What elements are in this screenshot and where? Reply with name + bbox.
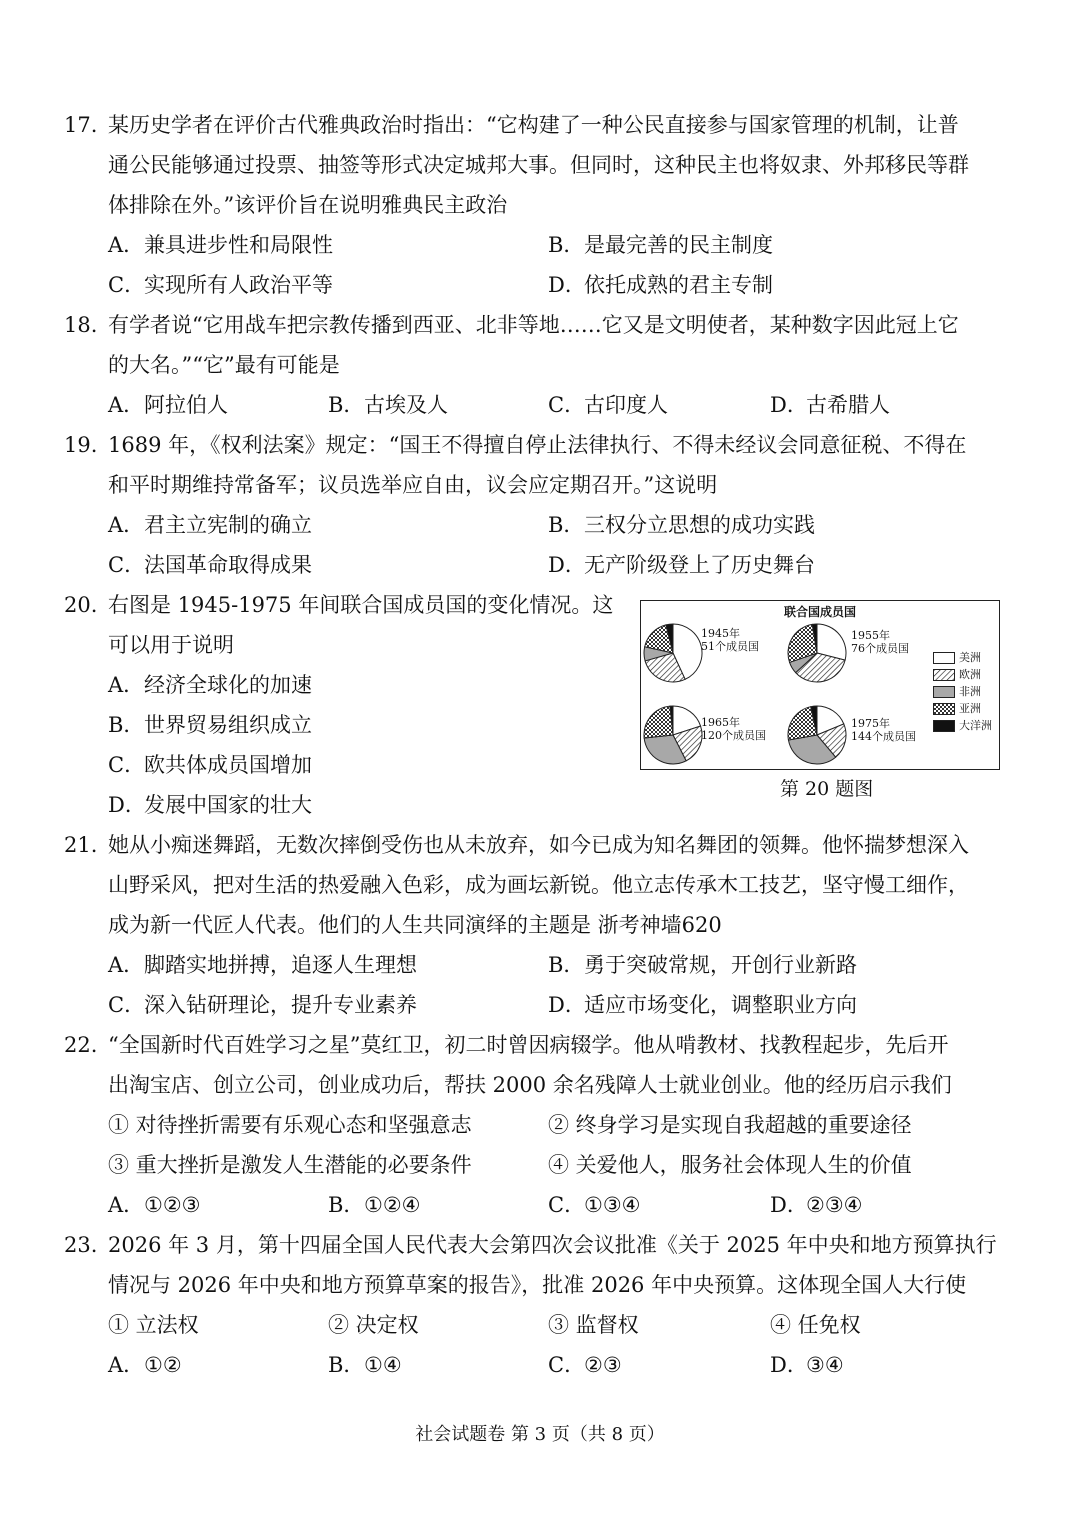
option-17-b: B．是最完善的民主制度 bbox=[548, 233, 773, 257]
question-21-text: 成为新一代匠人代表。他们的人生共同演绎的主题是 浙考神墙620 bbox=[108, 913, 722, 937]
option-20-b: B．世界贸易组织成立 bbox=[108, 713, 312, 737]
option-20-d: D．发展中国家的壮大 bbox=[108, 793, 312, 817]
legend-item-africa: 非洲 bbox=[933, 685, 992, 702]
option-21-c: C．深入钻研理论，提升专业素养 bbox=[108, 993, 417, 1017]
option-22-b: B．①②④ bbox=[328, 1193, 421, 1217]
legend-swatch-oceania bbox=[934, 721, 954, 731]
question-17-number: 17. bbox=[64, 113, 98, 137]
option-22-c: C．①③④ bbox=[548, 1193, 641, 1217]
statement-23-1: ① 立法权 bbox=[108, 1313, 199, 1337]
question-23-number: 23. bbox=[64, 1233, 98, 1257]
question-20-number: 20. bbox=[64, 593, 98, 617]
question-20-text: 右图是 1945-1975 年间联合国成员国的变化情况。这 bbox=[108, 593, 614, 617]
question-23-text: 2026 年 3 月，第十四届全国人民代表大会第四次会议批准《关于 2025 年中央和地方预算执行 bbox=[108, 1233, 997, 1257]
statement-22-1: ① 对待挫折需要有乐观心态和坚强意志 bbox=[108, 1113, 472, 1137]
question-20-text: 可以用于说明 bbox=[108, 633, 234, 657]
option-17-a: A．兼具进步性和局限性 bbox=[108, 233, 333, 257]
pie-chart-1945 bbox=[643, 621, 703, 685]
pie-slice-asia bbox=[644, 706, 673, 738]
option-20-a: A．经济全球化的加速 bbox=[108, 673, 312, 697]
legend-swatch-americas bbox=[934, 653, 954, 663]
pie-chart-1955 bbox=[787, 621, 847, 685]
legend-item-americas: 美洲 bbox=[933, 651, 992, 668]
option-20-c: C．欧共体成员国增加 bbox=[108, 753, 312, 777]
legend-item-oceania: 大洋洲 bbox=[933, 719, 992, 736]
pie-label-1975: 1975年 144个成员国 bbox=[851, 717, 916, 743]
statement-22-3: ③ 重大挫折是激发人生潜能的必要条件 bbox=[108, 1153, 472, 1177]
legend-item-europe: 欧洲 bbox=[933, 668, 992, 685]
option-18-a: A．阿拉伯人 bbox=[108, 393, 228, 417]
pie-chart-1975 bbox=[787, 703, 847, 767]
legend-item-asia: 亚洲 bbox=[933, 702, 992, 719]
option-19-c: C．法国革命取得成果 bbox=[108, 553, 312, 577]
option-21-a: A．脚踏实地拼搏，追逐人生理想 bbox=[108, 953, 417, 977]
question-22-number: 22. bbox=[64, 1033, 98, 1057]
chart-legend bbox=[933, 651, 992, 736]
question-19-number: 19. bbox=[64, 433, 98, 457]
question-18-text: 的大名。”“它”最有可能是 bbox=[108, 353, 340, 377]
question-18-number: 18. bbox=[64, 313, 98, 337]
option-21-b: B．勇于突破常规，开创行业新路 bbox=[548, 953, 857, 977]
question-22-text: 出淘宝店、创立公司，创业成功后，帮扶 2000 余名残障人士就业创业。他的经历启示我们 bbox=[108, 1073, 952, 1097]
option-18-d: D．古希腊人 bbox=[770, 393, 890, 417]
figure-caption: 第 20 题图 bbox=[780, 778, 874, 800]
option-17-c: C．实现所有人政治平等 bbox=[108, 273, 333, 297]
question-18-text: 有学者说“它用战车把宗教传播到西亚、北非等地……它又是文明使者，某种数字因此冠上它 bbox=[108, 313, 959, 337]
question-21-number: 21. bbox=[64, 833, 98, 857]
option-23-d: D．③④ bbox=[770, 1353, 844, 1377]
question-22-text: “全国新时代百姓学习之星”莫红卫，初二时曾因病辍学。他从啃教材、找教程起步，先后开 bbox=[108, 1033, 949, 1057]
statement-23-4: ④ 任免权 bbox=[770, 1313, 861, 1337]
pie-label-1945: 1945年 51个成员国 bbox=[701, 627, 759, 653]
question-19-text: 和平时期维持常备军；议员选举应自由，议会应定期召开。”这说明 bbox=[108, 473, 718, 497]
question-17-text: 通公民能够通过投票、抽签等形式决定城邦大事。但同时，这种民主也将奴隶、外邦移民等群 bbox=[108, 153, 969, 177]
un-membership-figure bbox=[640, 600, 1000, 770]
statement-22-2: ② 终身学习是实现自我超越的重要途径 bbox=[548, 1113, 912, 1137]
option-19-a: A．君主立宪制的确立 bbox=[108, 513, 312, 537]
pie-label-1955: 1955年 76个成员国 bbox=[851, 629, 909, 655]
statement-23-3: ③ 监督权 bbox=[548, 1313, 639, 1337]
page-footer: 社会试题卷 第 3 页（共 8 页） bbox=[415, 1424, 665, 1445]
figure-title: 联合国成员国 bbox=[783, 605, 856, 619]
legend-swatch-africa bbox=[934, 687, 954, 697]
option-18-b: B．古埃及人 bbox=[328, 393, 448, 417]
question-21-text: 她从小痴迷舞蹈，无数次摔倒受伤也从未放弃，如今已成为知名舞团的领舞。他怀揣梦想深入 bbox=[108, 833, 969, 857]
option-21-d: D．适应市场变化，调整职业方向 bbox=[548, 993, 857, 1017]
option-23-b: B．①④ bbox=[328, 1353, 402, 1377]
statement-22-4: ④ 关爱他人，服务社会体现人生的价值 bbox=[548, 1153, 912, 1177]
legend-swatch-europe bbox=[934, 670, 954, 680]
option-23-c: C．②③ bbox=[548, 1353, 622, 1377]
option-19-d: D．无产阶级登上了历史舞台 bbox=[548, 553, 815, 577]
question-19-text: 1689 年，《权利法案》规定：“国王不得擅自停止法律执行、不得未经议会同意征税、不得在 bbox=[108, 433, 967, 457]
question-23-text: 情况与 2026 年中央和地方预算草案的报告》，批准 2026 年中央预算。这体现全国人大行使 bbox=[108, 1273, 967, 1297]
option-23-a: A．①② bbox=[108, 1353, 182, 1377]
option-17-d: D．依托成熟的君主专制 bbox=[548, 273, 773, 297]
question-17-text: 体排除在外。”该评价旨在说明雅典民主政治 bbox=[108, 193, 508, 217]
option-18-c: C．古印度人 bbox=[548, 393, 668, 417]
question-21-text: 山野采风，把对生活的热爱融入色彩，成为画坛新锐。他立志传承木工技艺，坚守慢工细作， bbox=[108, 873, 969, 897]
option-19-b: B．三权分立思想的成功实践 bbox=[548, 513, 815, 537]
option-22-a: A．①②③ bbox=[108, 1193, 201, 1217]
statement-23-2: ② 决定权 bbox=[328, 1313, 419, 1337]
legend-swatch-asia bbox=[934, 704, 954, 714]
pie-chart-1965 bbox=[643, 703, 703, 767]
question-17-text: 某历史学者在评价古代雅典政治时指出：“它构建了一种公民直接参与国家管理的机制，让普 bbox=[108, 113, 959, 137]
pie-label-1965: 1965年 120个成员国 bbox=[701, 716, 766, 742]
option-22-d: D．②③④ bbox=[770, 1193, 863, 1217]
